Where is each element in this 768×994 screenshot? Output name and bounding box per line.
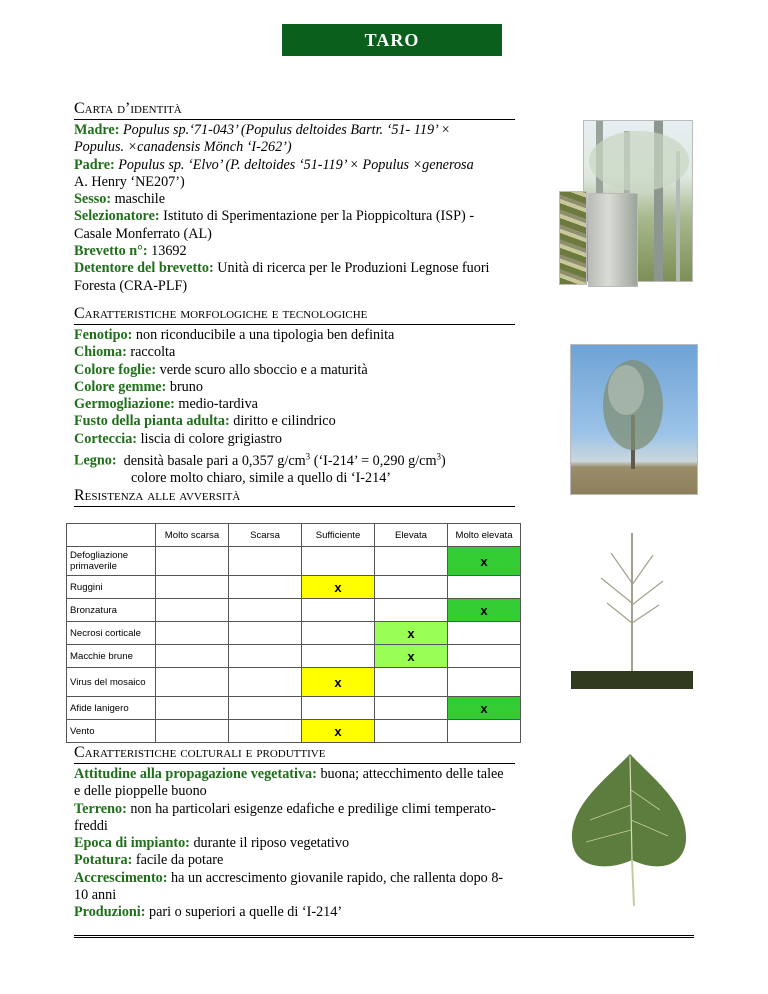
fusto-label: Fusto della pianta adulta: [74,413,230,430]
fenotipo-value: non riconducibile a una tipologia ben definita [135,327,395,343]
resistance-cell [448,645,521,668]
accrescimento-value-2: 10 anni [74,887,117,904]
produzioni-label: Produzioni: [74,904,146,921]
tree-photo-drawing [571,345,697,494]
resistance-row-label: Bronzatura [67,599,156,622]
resistance-cell [375,576,448,599]
foglie-label: Colore foglie: [74,361,157,378]
padre-label: Padre: [74,156,115,173]
resistance-cell [302,547,375,576]
madre-value-2: Populus. ×canadensis Mönch ‘I-262’) [74,139,292,156]
produzioni-value: pari o superiori a quelle di ‘I-214’ [149,904,343,921]
fenotipo-label: Fenotipo: [74,327,133,343]
resistance-mark: x [375,622,448,645]
padre-value: Populus sp. ‘Elvo’ (P. deltoides ‘51-119’ × Populus ×generosa [118,156,474,173]
resistance-cell [229,697,302,720]
potatura-label: Potatura: [74,852,133,869]
resistance-cell [448,668,521,697]
resistance-cell [156,697,229,720]
bottom-rule [74,935,694,938]
terreno-value: non ha particolari esigenze edafiche e predilige climi temperato- [130,800,496,817]
fusto-value: diritto e cilindrico [233,413,336,430]
sapling-photo-drawing [571,523,693,689]
section-heading-morpho: Caratteristiche morfologiche e tecnologiche [74,305,515,325]
legno-label: Legno: [74,452,117,469]
attitudine-value: buona; attecchimento delle talee [320,766,504,782]
bark-photo-left [559,191,587,285]
resistance-cell [229,720,302,743]
corteccia-value: liscia di colore grigiastro [140,430,283,447]
gemme-value: bruno [169,378,203,395]
resistance-cell [302,645,375,668]
resistance-mark: x [302,720,375,743]
identity-block [74,122,544,295]
resistance-row [67,645,521,668]
resistance-row-label: Afide lanigero [67,697,156,720]
resistance-cell [448,622,521,645]
tree-photo [570,344,698,495]
resistance-cell [229,547,302,576]
madre-value: Populus sp.‘71-043’ (Populus deltoides Bartr. ‘51- 119’ × [122,122,451,138]
terreno-label: Terreno: [74,800,127,817]
resistance-cell [229,622,302,645]
resistance-cell [448,720,521,743]
resistance-row [67,720,521,743]
detentore-value-2: Foresta (CRA-PLF) [74,277,188,294]
leaf-photo [560,750,700,910]
col-header: Molto elevata [448,524,521,547]
attitudine-label: Attitudine alla propagazione vegetativa: [74,766,317,782]
resistance-cell [302,622,375,645]
resistance-cell [156,668,229,697]
detentore-label: Detentore del brevetto: [74,260,214,277]
resistance-cell [156,645,229,668]
epoca-value: durante il riposo vegetativo [193,835,350,852]
resistance-mark: x [375,645,448,668]
brevetto-value: 13692 [151,243,187,260]
chioma-label: Chioma: [74,344,127,361]
resistance-row-label: Ruggini [67,576,156,599]
resistance-row [67,599,521,622]
bark-photo-right [588,193,638,287]
resistance-row [67,622,521,645]
potatura-value: facile da potare [135,852,224,869]
resistance-cell [375,697,448,720]
resistance-row-label: Macchie brune [67,645,156,668]
col-header: Molto scarsa [156,524,229,547]
resistance-mark: x [448,697,521,720]
col-header: Scarsa [229,524,302,547]
epoca-label: Epoca di impianto: [74,835,190,852]
sapling-photo [571,523,693,689]
section-heading-resistance: Resistenza alle avversità [74,487,515,507]
padre-value-2: A. Henry ‘NE207’) [74,173,185,190]
col-header: Elevata [375,524,448,547]
resistance-row-label: Necrosi corticale [67,622,156,645]
resistance-mark: x [448,547,521,576]
resistance-mark: x [448,599,521,622]
germogliazione-label: Germogliazione: [74,396,175,413]
brevetto-label: Brevetto n°: [74,243,148,260]
accrescimento-value: ha un accrescimento giovanile rapido, che rallenta dopo 8- [171,869,504,886]
morpho-block [74,327,544,487]
selezionatore-value-2: Casale Monferrato (AL) [74,225,212,242]
resistance-cell [375,547,448,576]
resistance-cell [156,599,229,622]
selezionatore-label: Selezionatore: [74,208,160,225]
resistance-cell [302,697,375,720]
resistance-cell [229,645,302,668]
foglie-value: verde scuro allo sboccio e a maturità [159,361,368,378]
section-heading-cultural: Caratteristiche colturali e produttive [74,744,515,764]
legno-value-2: colore molto chiaro, simile a quello di ‘I-214’ [131,470,392,487]
section-heading-identity: Carta d’identità [74,100,515,120]
selezionatore-value: Istituto di Sperimentazione per la Pioppicoltura (ISP) - [163,208,475,225]
detentore-value: Unità di ricerca per le Produzioni Legnose fuori [217,260,490,277]
sesso-label: Sesso: [74,191,112,208]
resistance-row-label: Vento [67,720,156,743]
resistance-cell [375,720,448,743]
resistance-header-row [67,524,521,547]
sesso-value: maschile [114,191,166,208]
accrescimento-label: Accrescimento: [74,869,168,886]
resistance-cell [156,622,229,645]
page-title: TARO [282,24,502,56]
cultural-block [74,766,544,922]
resistance-row [67,547,521,576]
resistance-corner-cell [67,524,156,547]
madre-label: Madre: [74,122,120,138]
resistance-cell [448,576,521,599]
legno-value: densità basale pari a 0,357 $g/cm^3$ (‘I-214’ = 0,290 $g/cm^3$) [123,451,446,469]
gemme-label: Colore gemme: [74,378,167,395]
attitudine-value-2: e delle pioppelle buono [74,783,207,800]
resistance-table [66,523,521,743]
corteccia-label: Corteccia: [74,430,138,447]
resistance-row [67,668,521,697]
resistance-row-label: Defogliazione primaverile [67,547,156,576]
germogliazione-value: medio-tardiva [178,396,258,413]
resistance-mark: x [302,576,375,599]
resistance-row [67,697,521,720]
resistance-cell [229,576,302,599]
resistance-row [67,576,521,599]
resistance-mark: x [302,668,375,697]
resistance-cell [375,668,448,697]
resistance-row-label: Virus del mosaico [67,668,156,697]
resistance-cell [375,599,448,622]
resistance-cell [156,576,229,599]
terreno-value-2: freddi [74,817,108,834]
resistance-cell [229,668,302,697]
resistance-cell [156,720,229,743]
resistance-cell [229,599,302,622]
resistance-cell [156,547,229,576]
resistance-cell [302,599,375,622]
leaf-photo-drawing [560,750,700,910]
chioma-value: raccolta [130,344,176,361]
col-header: Sufficiente [302,524,375,547]
